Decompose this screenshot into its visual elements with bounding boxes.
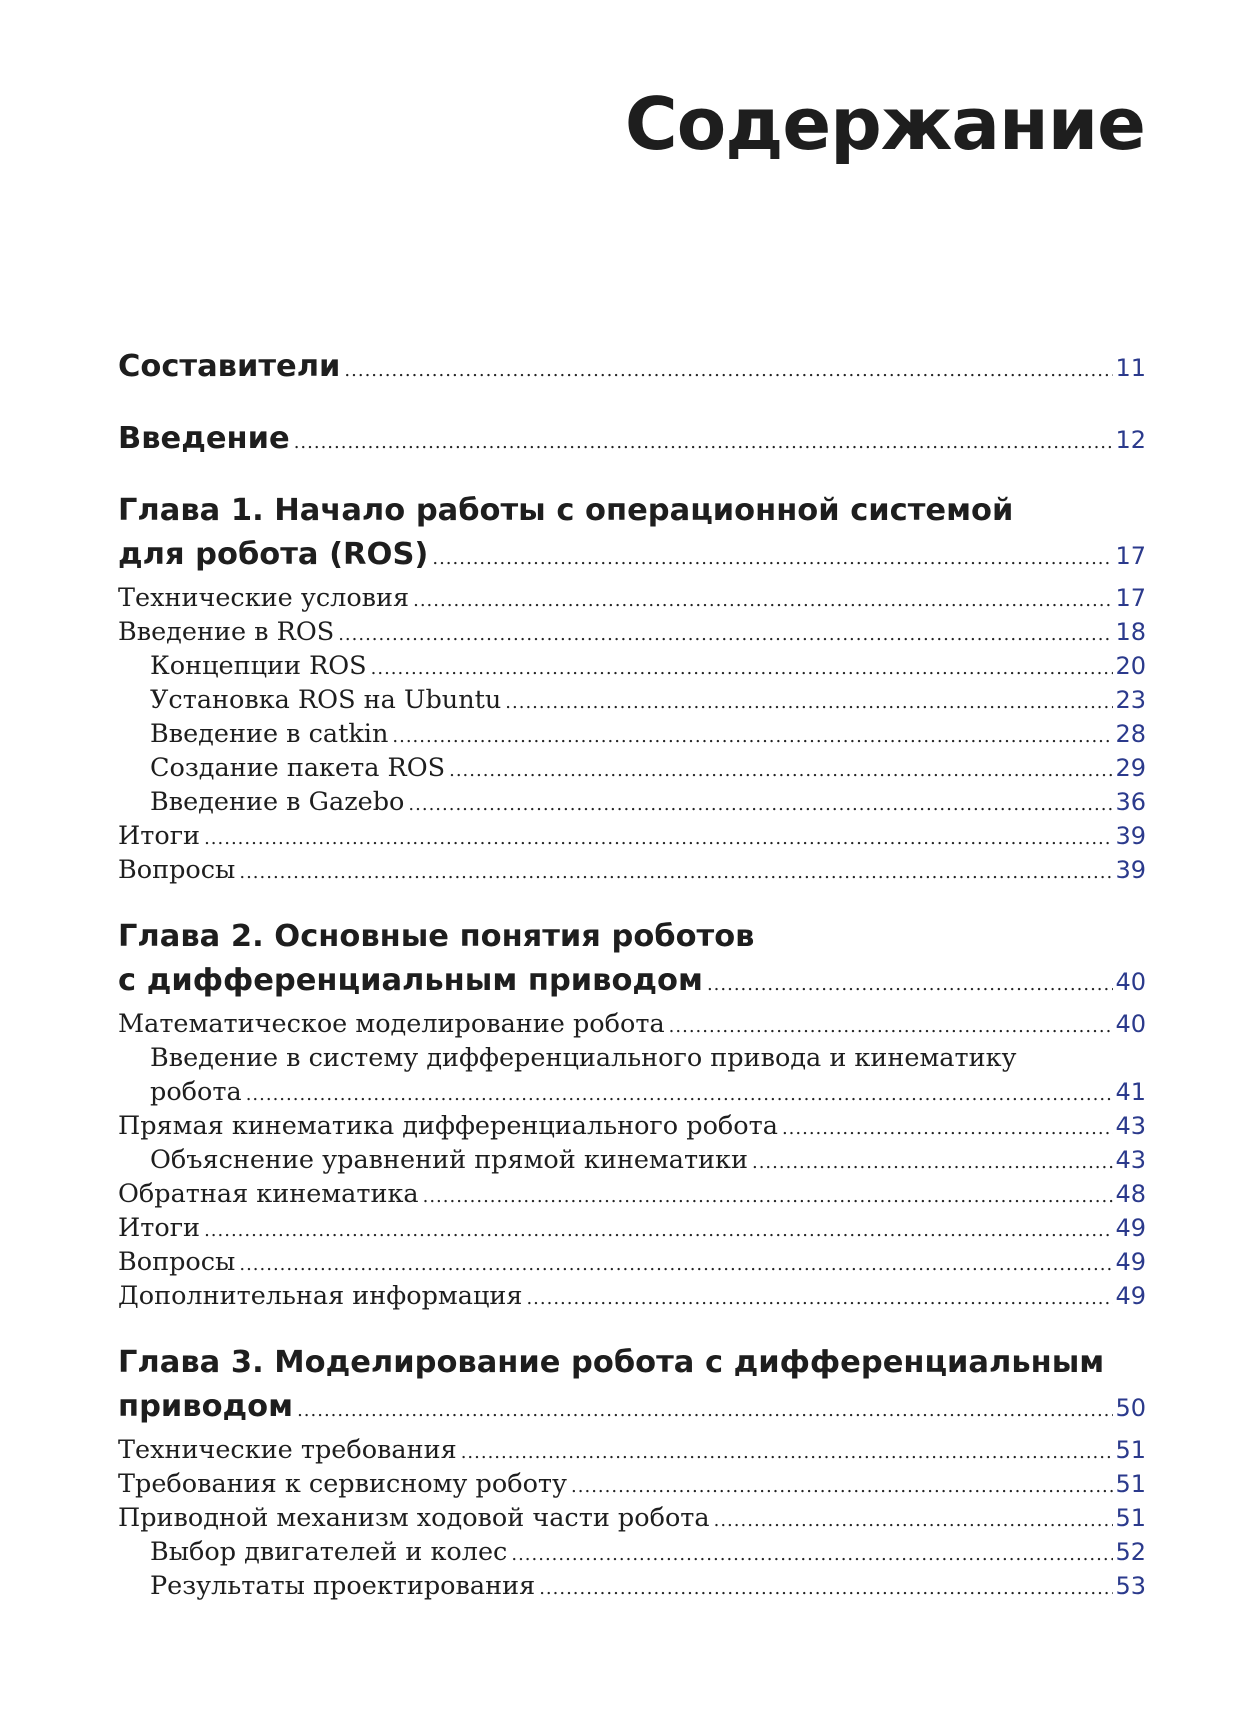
toc-item-page: 49	[1115, 1214, 1146, 1242]
toc-item-page: 51	[1115, 1504, 1146, 1532]
toc-item-page: 49	[1115, 1282, 1146, 1310]
toc-chapter-2-title[interactable]: Глава 2. Основные понятия роботов	[118, 919, 755, 954]
toc-item[interactable]	[118, 1109, 1146, 1143]
page-title: Содержание	[624, 82, 1145, 166]
dot-leader	[461, 1436, 1114, 1470]
toc-item-page: 39	[1115, 822, 1146, 850]
dot-leader	[204, 822, 1113, 856]
toc-entry-contributors[interactable]	[118, 345, 1146, 389]
toc-subitem[interactable]	[118, 785, 1146, 819]
toc-subitem[interactable]	[118, 1143, 1146, 1177]
toc-item[interactable]	[118, 1177, 1146, 1211]
dot-leader	[432, 537, 1113, 581]
toc-entry-label: Введение	[118, 421, 290, 456]
toc-item[interactable]	[118, 1467, 1146, 1501]
toc-item[interactable]	[118, 1007, 1146, 1041]
dot-leader	[526, 1282, 1113, 1316]
dot-leader	[239, 1248, 1113, 1282]
toc-item-page: 43	[1115, 1112, 1146, 1140]
dot-leader	[505, 686, 1113, 720]
toc-item[interactable]	[118, 853, 1146, 887]
toc-item-label: Дополнительная информация	[118, 1281, 523, 1311]
toc-subitem[interactable]	[118, 649, 1146, 683]
toc-item-page: 51	[1115, 1470, 1146, 1498]
toc-entry-label: приводом	[118, 1389, 294, 1424]
toc-item[interactable]	[118, 819, 1146, 853]
dot-leader	[752, 1146, 1113, 1180]
toc-item-label: Введение в catkin	[150, 719, 389, 749]
toc-item[interactable]	[118, 581, 1146, 615]
dot-leader	[539, 1572, 1113, 1606]
toc-item-label: Создание пакета ROS	[150, 753, 446, 783]
dot-leader	[294, 421, 1114, 465]
toc-item[interactable]	[118, 1245, 1146, 1279]
toc-item-label: Обратная кинематика	[118, 1179, 419, 1209]
toc-item-label: Итоги	[118, 1213, 201, 1243]
toc-item[interactable]	[118, 615, 1146, 649]
dot-leader	[511, 1538, 1113, 1572]
toc-entry-page: 17	[1115, 542, 1146, 570]
toc-subitem[interactable]	[118, 717, 1146, 751]
toc-item-label: Выбор двигателей и колес	[150, 1537, 508, 1567]
toc-item-page: 43	[1115, 1146, 1146, 1174]
toc-chapter-2[interactable]	[118, 959, 1146, 1003]
toc-item[interactable]	[118, 1501, 1146, 1535]
toc-item-page: 51	[1115, 1436, 1146, 1464]
dot-leader	[423, 1180, 1114, 1214]
toc-subitem-label-line1[interactable]: Введение в систему дифференциального привода и кинематику	[150, 1043, 1017, 1073]
dot-leader	[707, 963, 1114, 1007]
toc-item-page: 18	[1115, 618, 1146, 646]
table-of-contents	[118, 345, 1146, 1603]
toc-item-page: 49	[1115, 1248, 1146, 1276]
toc-item-label: Объяснение уравнений прямой кинематики	[150, 1145, 748, 1175]
toc-entry-page: 40	[1115, 968, 1146, 996]
toc-item-page: 17	[1115, 584, 1146, 612]
toc-item-label: робота	[150, 1077, 242, 1107]
toc-subitem[interactable]	[118, 1075, 1146, 1109]
dot-leader	[408, 788, 1113, 822]
toc-item-label: Технические условия	[118, 583, 410, 613]
toc-item-page: 39	[1115, 856, 1146, 884]
toc-item-label: Требования к сервисному роботу	[118, 1469, 568, 1499]
toc-item-label: Концепции ROS	[150, 651, 367, 681]
toc-item-page: 52	[1115, 1538, 1146, 1566]
dot-leader	[782, 1112, 1114, 1146]
toc-chapter-3[interactable]	[118, 1385, 1146, 1429]
toc-entry-label: для робота (ROS)	[118, 537, 429, 572]
dot-leader	[204, 1214, 1113, 1248]
toc-item-page: 40	[1115, 1010, 1146, 1038]
dot-leader	[246, 1078, 1114, 1112]
toc-item-label: Математическое моделирование робота	[118, 1009, 665, 1039]
dot-leader	[297, 1389, 1113, 1433]
dot-leader	[571, 1470, 1113, 1504]
toc-item-label: Введение в Gazebo	[150, 787, 405, 817]
toc-item-label: Итоги	[118, 821, 201, 851]
dot-leader	[392, 720, 1113, 754]
toc-item-label: Приводной механизм ходовой части робота	[118, 1503, 710, 1533]
toc-entry-page: 50	[1115, 1394, 1146, 1422]
toc-chapter-1-title[interactable]: Глава 1. Начало работы с операционной системой	[118, 493, 1014, 528]
toc-entry-label: с дифференциальным приводом	[118, 963, 703, 998]
toc-entry-introduction[interactable]	[118, 417, 1146, 461]
toc-item-page: 48	[1115, 1180, 1146, 1208]
toc-entry-page: 12	[1115, 426, 1146, 454]
dot-leader	[344, 349, 1113, 393]
dot-leader	[239, 856, 1113, 890]
dot-leader	[371, 652, 1114, 686]
dot-leader	[338, 618, 1113, 652]
toc-item-label: Вопросы	[118, 1247, 236, 1277]
toc-subitem[interactable]	[118, 1535, 1146, 1569]
toc-item-page: 20	[1115, 652, 1146, 680]
toc-subitem[interactable]	[118, 683, 1146, 717]
toc-item-label: Результаты проектирования	[150, 1571, 536, 1601]
toc-item-label: Установка ROS на Ubuntu	[150, 685, 502, 715]
toc-item-page: 53	[1115, 1572, 1146, 1600]
toc-entry-label: Составители	[118, 349, 341, 384]
toc-chapter-1[interactable]	[118, 533, 1146, 577]
toc-item-page: 41	[1115, 1078, 1146, 1106]
toc-item-label: Введение в ROS	[118, 617, 335, 647]
toc-item[interactable]	[118, 1433, 1146, 1467]
toc-item[interactable]	[118, 1279, 1146, 1313]
dot-leader	[714, 1504, 1114, 1538]
toc-item-page: 28	[1115, 720, 1146, 748]
toc-item-page: 29	[1115, 754, 1146, 782]
toc-chapter-3-title[interactable]: Глава 3. Моделирование робота с дифференциальным	[118, 1345, 1105, 1380]
toc-item-label: Вопросы	[118, 855, 236, 885]
dot-leader	[413, 584, 1113, 618]
toc-item-label: Прямая кинематика дифференциального робота	[118, 1111, 778, 1141]
toc-entry-page: 11	[1115, 354, 1146, 382]
dot-leader	[449, 754, 1113, 788]
toc-item-page: 36	[1115, 788, 1146, 816]
dot-leader	[669, 1010, 1114, 1044]
toc-item-label: Технические требования	[118, 1435, 457, 1465]
toc-subitem[interactable]	[118, 751, 1146, 785]
toc-item-page: 23	[1115, 686, 1146, 714]
toc-subitem[interactable]	[118, 1569, 1146, 1603]
toc-item[interactable]	[118, 1211, 1146, 1245]
